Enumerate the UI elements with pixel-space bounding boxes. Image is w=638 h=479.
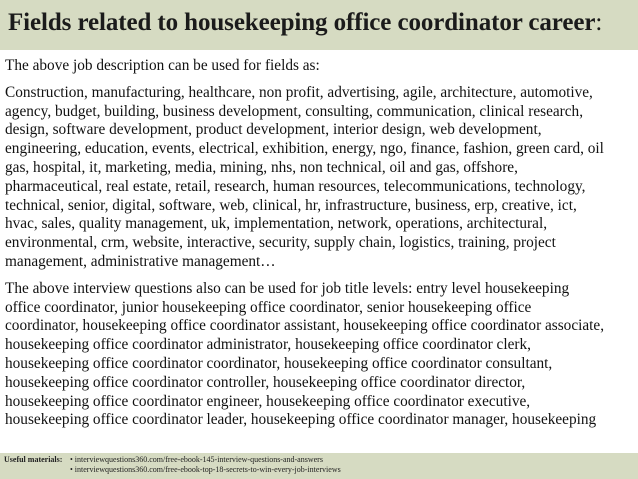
- fields-line: engineering, education, events, electrical, exhibition, energy, ngo, finance, fashion, green card, oil: [5, 140, 604, 158]
- fields-line: design, software development, product development, interior design, web development,: [5, 121, 542, 139]
- levels-line: housekeeping office coordinator leader, housekeeping office coordinator manager, housekeeping: [5, 411, 597, 429]
- intro-paragraph: [5, 57, 635, 76]
- footer-row: [4, 465, 341, 475]
- levels-line: office coordinator, junior housekeeping office coordinator, senior housekeeping office: [5, 298, 532, 316]
- levels-paragraph: [5, 280, 635, 430]
- intro-text: The above job description can be used for fields as:: [5, 57, 320, 74]
- fields-line: environmental, crm, website, interactive, security, supply chain, logistics, training, project: [5, 234, 556, 252]
- fields-line: pharmaceutical, real estate, retail, research, human resources, telecommunications, technology,: [5, 177, 586, 195]
- fields-line: hvac, sales, quality management, uk, implementation, network, operations, architectural,: [5, 215, 548, 233]
- fields-line: Construction, manufacturing, healthcare, non profit, advertising, agile, architecture, automotive,: [5, 83, 593, 101]
- fields-line: gas, hospital, it, marketing, media, mining, nhs, non technical, oil and gas, offshore,: [5, 158, 518, 176]
- title-bar: [0, 0, 638, 50]
- slide-title-text: Fields related to housekeeping office coordinator career: [8, 9, 596, 36]
- levels-line: housekeeping office coordinator coordinator, housekeeping office coordinator consultant,: [5, 354, 553, 372]
- footer-link[interactable]: • interviewquestions360.com/free-ebook-145-interview-questions-and-answers: [70, 455, 323, 464]
- fields-line: technical, senior, digital, software, web, clinical, hr, infrastructure, business, erp, creative, ict,: [5, 196, 577, 214]
- footer-row: [4, 455, 323, 465]
- fields-line: management, administrative management…: [5, 252, 276, 270]
- footer-label: Useful materials:: [4, 455, 63, 464]
- slide-title: [8, 8, 602, 38]
- levels-line: coordinator, housekeeping office coordinator assistant, housekeeping office coordinator associate,: [5, 317, 605, 335]
- fields-line: agency, budget, building, business development, consulting, communication, clinical research,: [5, 102, 584, 120]
- levels-line: housekeeping office coordinator controller, housekeeping office coordinator director,: [5, 373, 526, 391]
- slide-title-colon: :: [595, 9, 603, 36]
- levels-line: housekeeping office coordinator engineer, housekeeping office coordinator executive,: [5, 392, 531, 410]
- fields-paragraph: [5, 84, 635, 272]
- footer-bar: [0, 453, 638, 479]
- footer-link[interactable]: • interviewquestions360.com/free-ebook-top-18-secrets-to-win-every-job-interviews: [70, 465, 341, 474]
- levels-line: The above interview questions also can be used for job title levels: entry level housekeeping: [5, 279, 570, 297]
- slide-content: [5, 57, 635, 453]
- levels-line: housekeeping office coordinator administrator, housekeeping office coordinator clerk,: [5, 336, 531, 354]
